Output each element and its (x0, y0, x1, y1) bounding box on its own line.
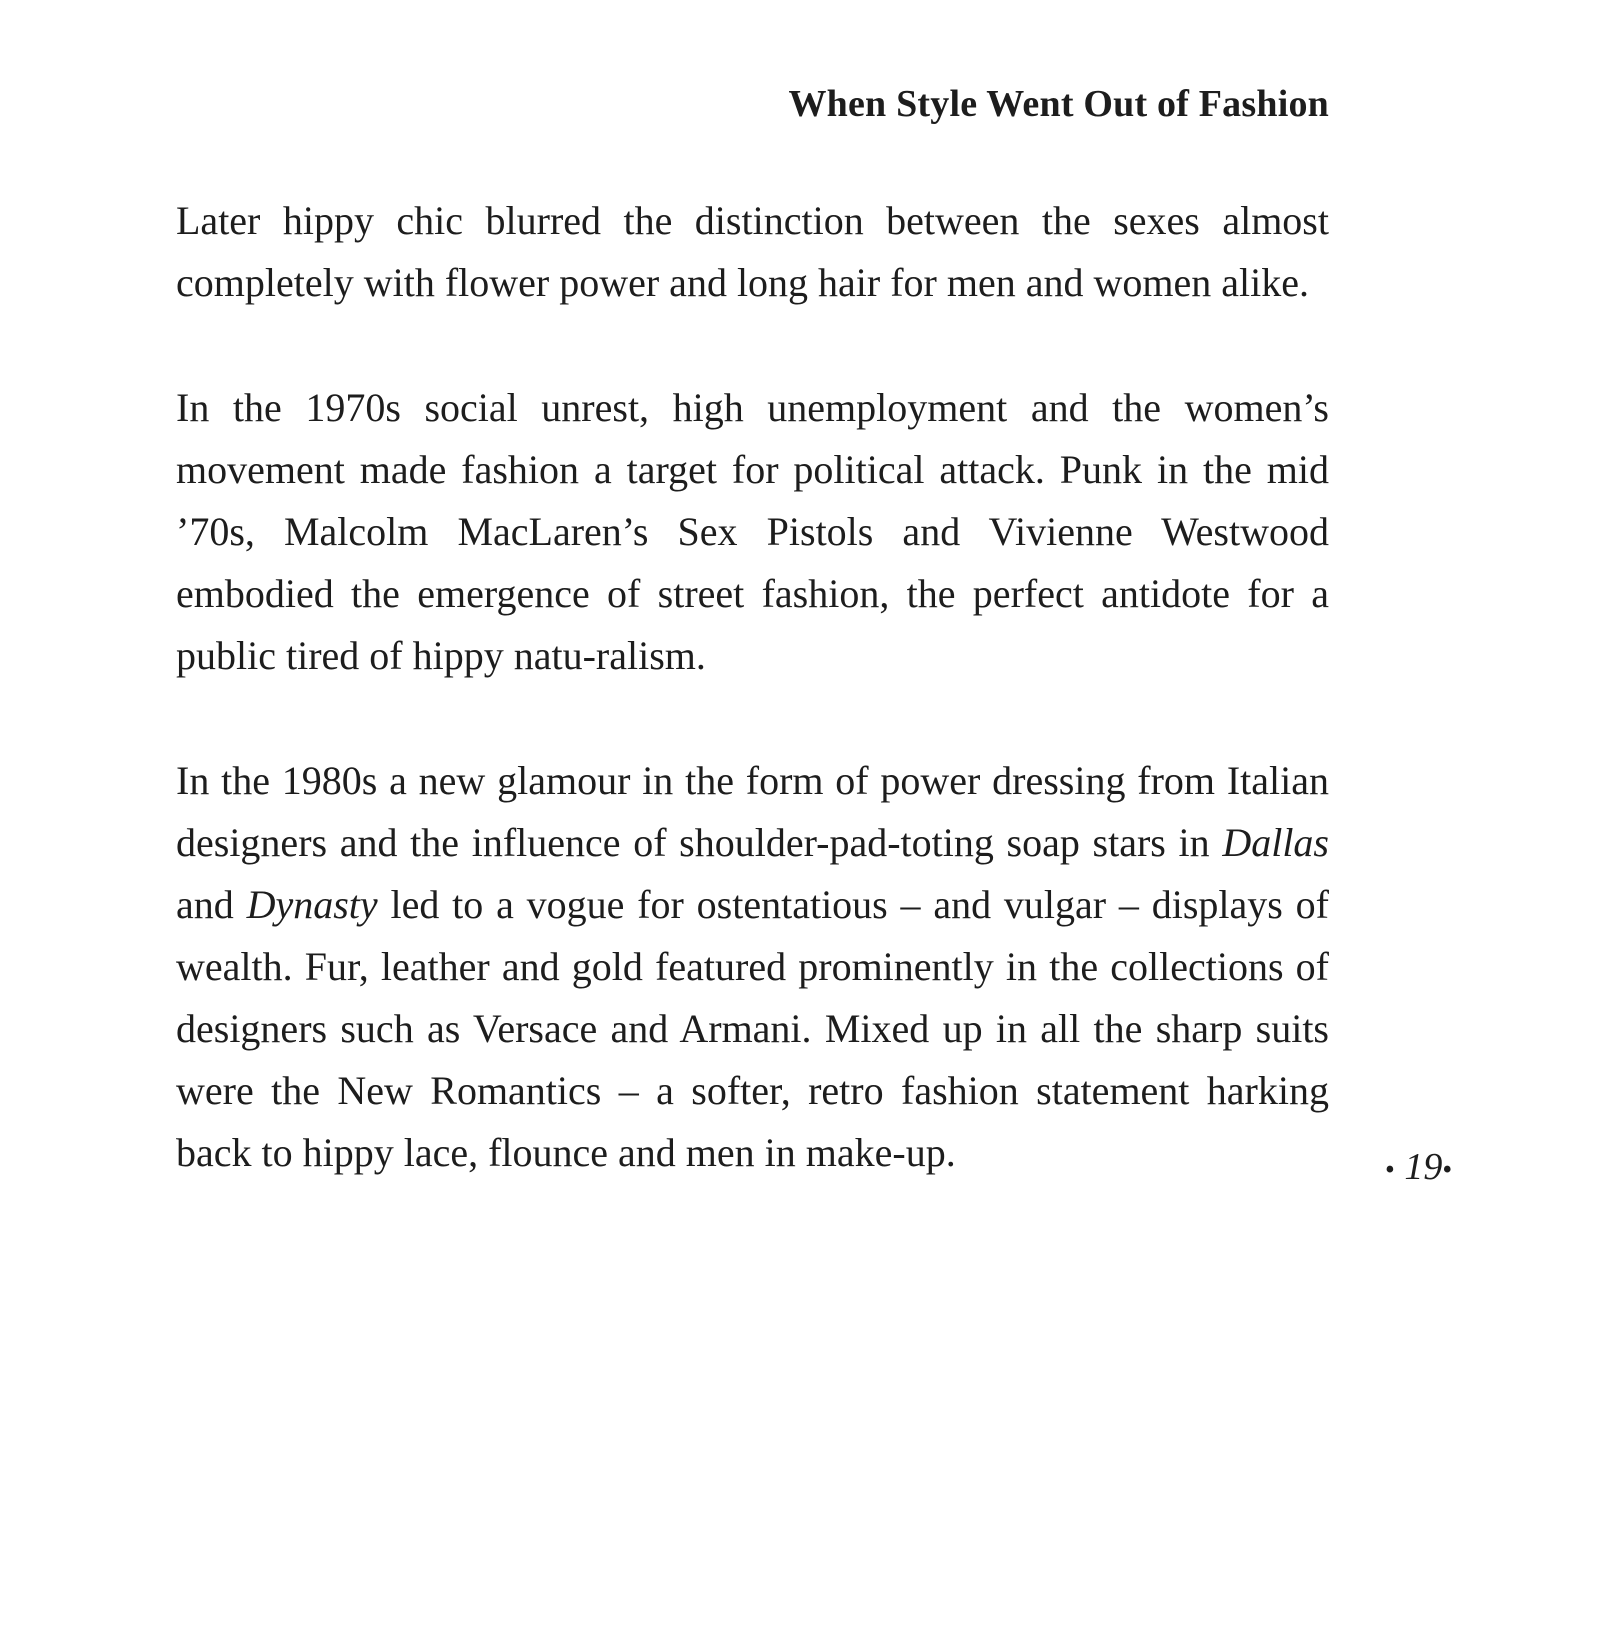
italic-title-dallas: Dallas (1222, 820, 1329, 865)
paragraph-2-text: In the 1970s social unrest, high unemployment and the women’s movement made fashion a target for political attack. Punk in the mid ’70s, Malcolm MacLaren’s Sex Pistols and Vivienne Westwood embodied the emergence of street fashion, the perfect antidote for a public tired of hippy natu-ralism. (176, 385, 1329, 678)
folio-left-dot: • (1385, 1154, 1395, 1186)
paragraph-1 (176, 190, 1329, 314)
paragraph-3-text-b: and (176, 882, 247, 927)
paragraph-2 (176, 377, 1329, 687)
body-text (176, 190, 1329, 1184)
paragraph-3-text-c: led to a vogue for ostentatious – and vulgar – displays of wealth. Fur, leather and gold featured prominently in the collections of designers such as Versace and Armani. Mixed up in all the sharp suits were the New Romantics – a softer, retro fashion statement harking back to hippy lace, flounce and men in make-up. (176, 882, 1329, 1175)
paragraph-3 (176, 750, 1329, 1184)
italic-title-dynasty: Dynasty (246, 882, 378, 927)
paragraph-1-text: Later hippy chic blurred the distinction between the sexes almost completely with flower power and long hair for men and women alike. (176, 198, 1329, 305)
page-number (1385, 1145, 1452, 1189)
paragraph-3-text-a: In the 1980s a new glamour in the form of power dressing from Italian designers and the influence of shoulder-pad-toting soap stars in (176, 758, 1329, 865)
page-number-value: 19 (1404, 1146, 1443, 1188)
running-header: When Style Went Out of Fashion (788, 83, 1329, 125)
folio-right-dot: • (1442, 1154, 1453, 1186)
